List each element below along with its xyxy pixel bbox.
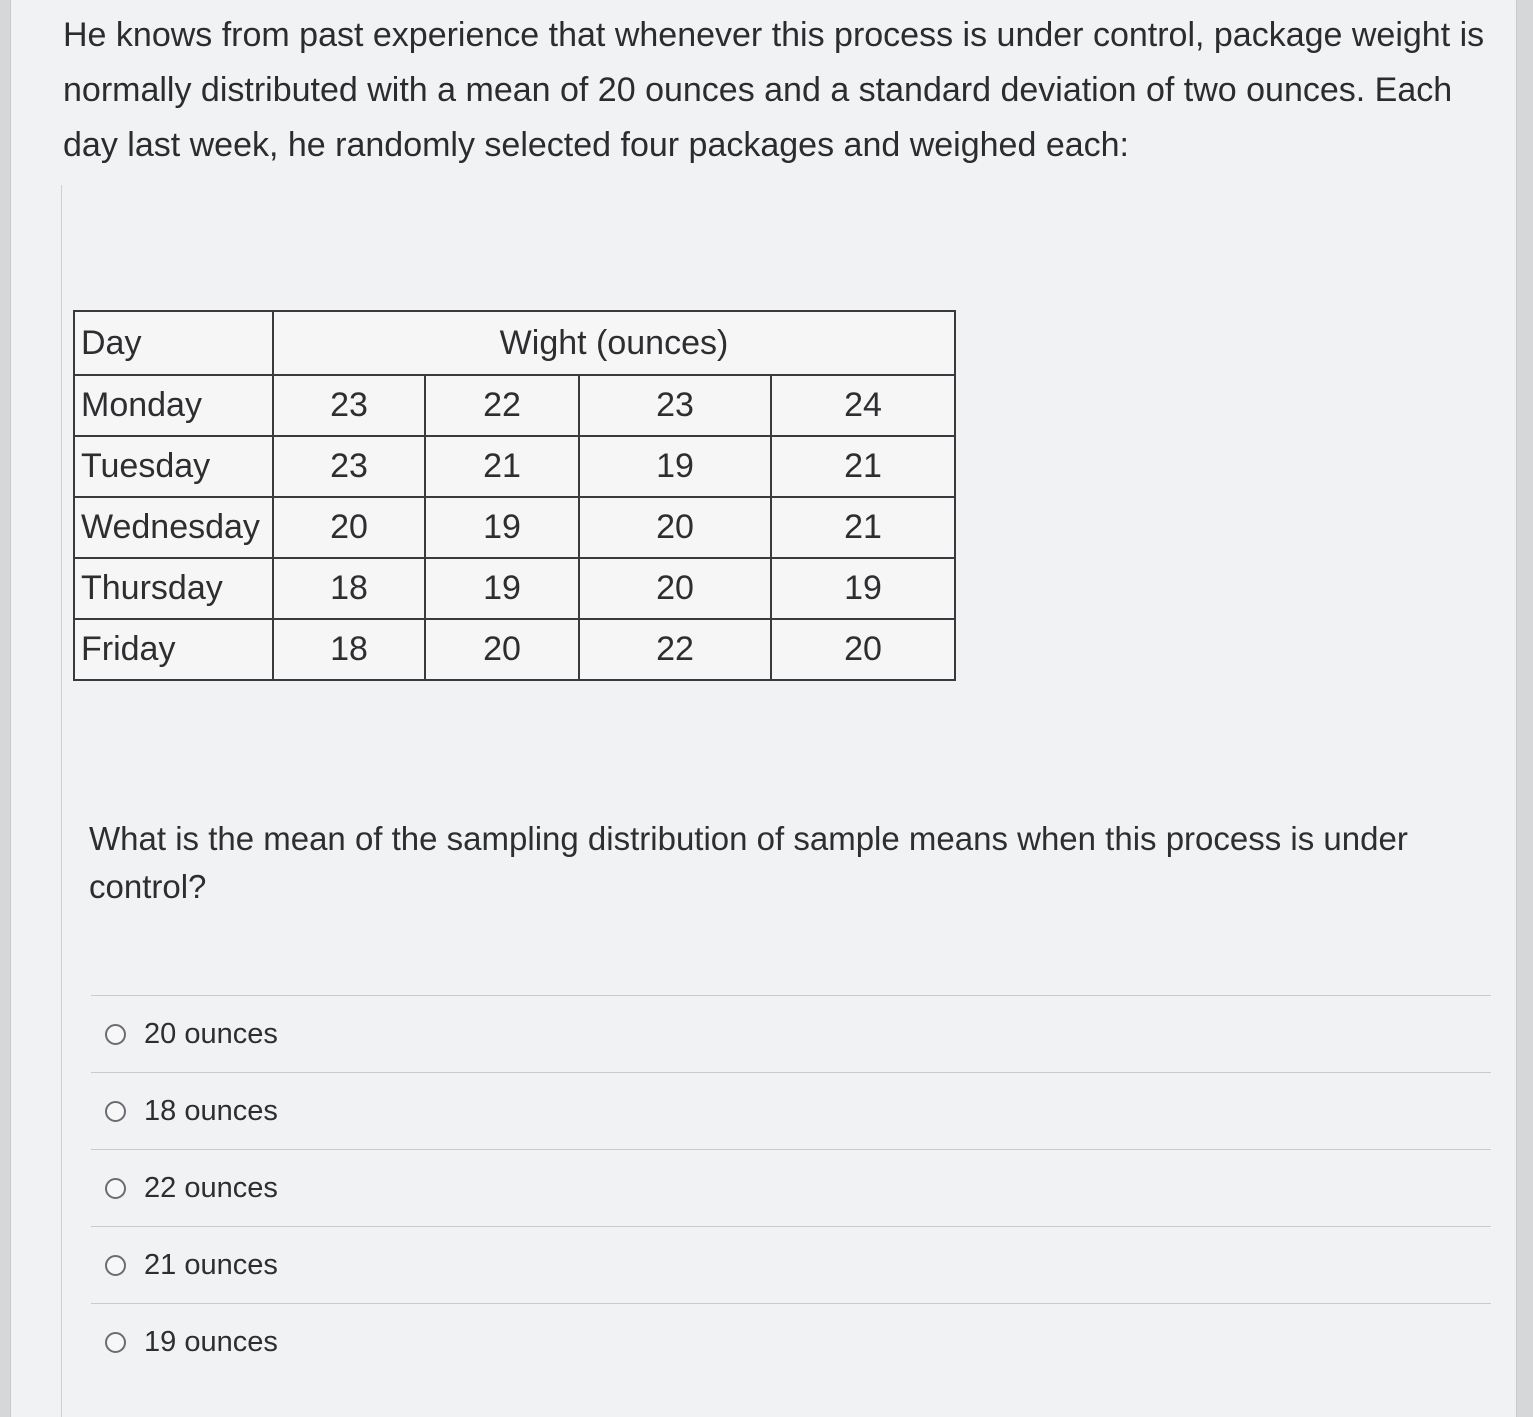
- weight-cell: 20: [425, 619, 579, 680]
- weight-cell: 19: [425, 558, 579, 619]
- column-header-weight: Wight (ounces): [273, 311, 955, 375]
- answer-option-label: 18 ounces: [144, 1094, 278, 1127]
- weight-cell: 22: [425, 375, 579, 436]
- day-cell: Friday: [74, 619, 273, 680]
- answer-option-18-ounces[interactable]: [91, 1072, 1491, 1149]
- weight-cell: 22: [579, 619, 771, 680]
- panel-divider: [61, 185, 62, 1417]
- weight-cell: 21: [771, 436, 955, 497]
- answer-options: [91, 995, 1491, 1380]
- answer-option-label: 20 ounces: [144, 1017, 278, 1050]
- weight-cell: 20: [579, 558, 771, 619]
- radio-button-icon[interactable]: [105, 1178, 126, 1199]
- weight-cell: 20: [273, 497, 425, 558]
- table-row: [74, 436, 955, 497]
- answer-option-label: 22 ounces: [144, 1171, 278, 1204]
- weight-cell: 18: [273, 619, 425, 680]
- table-row: [74, 497, 955, 558]
- day-cell: Tuesday: [74, 436, 273, 497]
- answer-option-label: 19 ounces: [144, 1325, 278, 1358]
- day-cell: Wednesday: [74, 497, 273, 558]
- radio-button-icon[interactable]: [105, 1255, 126, 1276]
- question-text: What is the mean of the sampling distribution of sample means when this process is under control?: [89, 820, 1408, 905]
- weight-cell: 19: [579, 436, 771, 497]
- weight-cell: 19: [425, 497, 579, 558]
- table-row: [74, 558, 955, 619]
- answer-option-20-ounces[interactable]: [91, 995, 1491, 1072]
- weight-cell: 19: [771, 558, 955, 619]
- table-header-row: [74, 311, 955, 375]
- answer-option-19-ounces[interactable]: [91, 1303, 1491, 1380]
- table-row: [74, 375, 955, 436]
- day-cell: Monday: [74, 375, 273, 436]
- column-header-day: Day: [74, 311, 273, 375]
- weight-cell: 18: [273, 558, 425, 619]
- weight-cell: 23: [579, 375, 771, 436]
- weight-cell: 20: [579, 497, 771, 558]
- radio-button-icon[interactable]: [105, 1024, 126, 1045]
- answer-option-22-ounces[interactable]: [91, 1149, 1491, 1226]
- weight-cell: 21: [771, 497, 955, 558]
- answer-option-21-ounces[interactable]: [91, 1226, 1491, 1303]
- answer-option-label: 21 ounces: [144, 1248, 278, 1281]
- weights-table: [73, 310, 956, 681]
- weight-cell: 21: [425, 436, 579, 497]
- weight-cell: 20: [771, 619, 955, 680]
- intro-text: He knows from past experience that whenever this process is under control, package weight is normally distributed with a mean of 20 ounces and a standard deviation of two ounces. Each day last week, he randomly selected four packages and weighed each:: [63, 16, 1485, 164]
- radio-button-icon[interactable]: [105, 1101, 126, 1122]
- table-row: [74, 619, 955, 680]
- day-cell: Thursday: [74, 558, 273, 619]
- radio-button-icon[interactable]: [105, 1332, 126, 1353]
- weight-cell: 23: [273, 375, 425, 436]
- question-panel: [10, 0, 1517, 1417]
- weight-cell: 23: [273, 436, 425, 497]
- weight-cell: 24: [771, 375, 955, 436]
